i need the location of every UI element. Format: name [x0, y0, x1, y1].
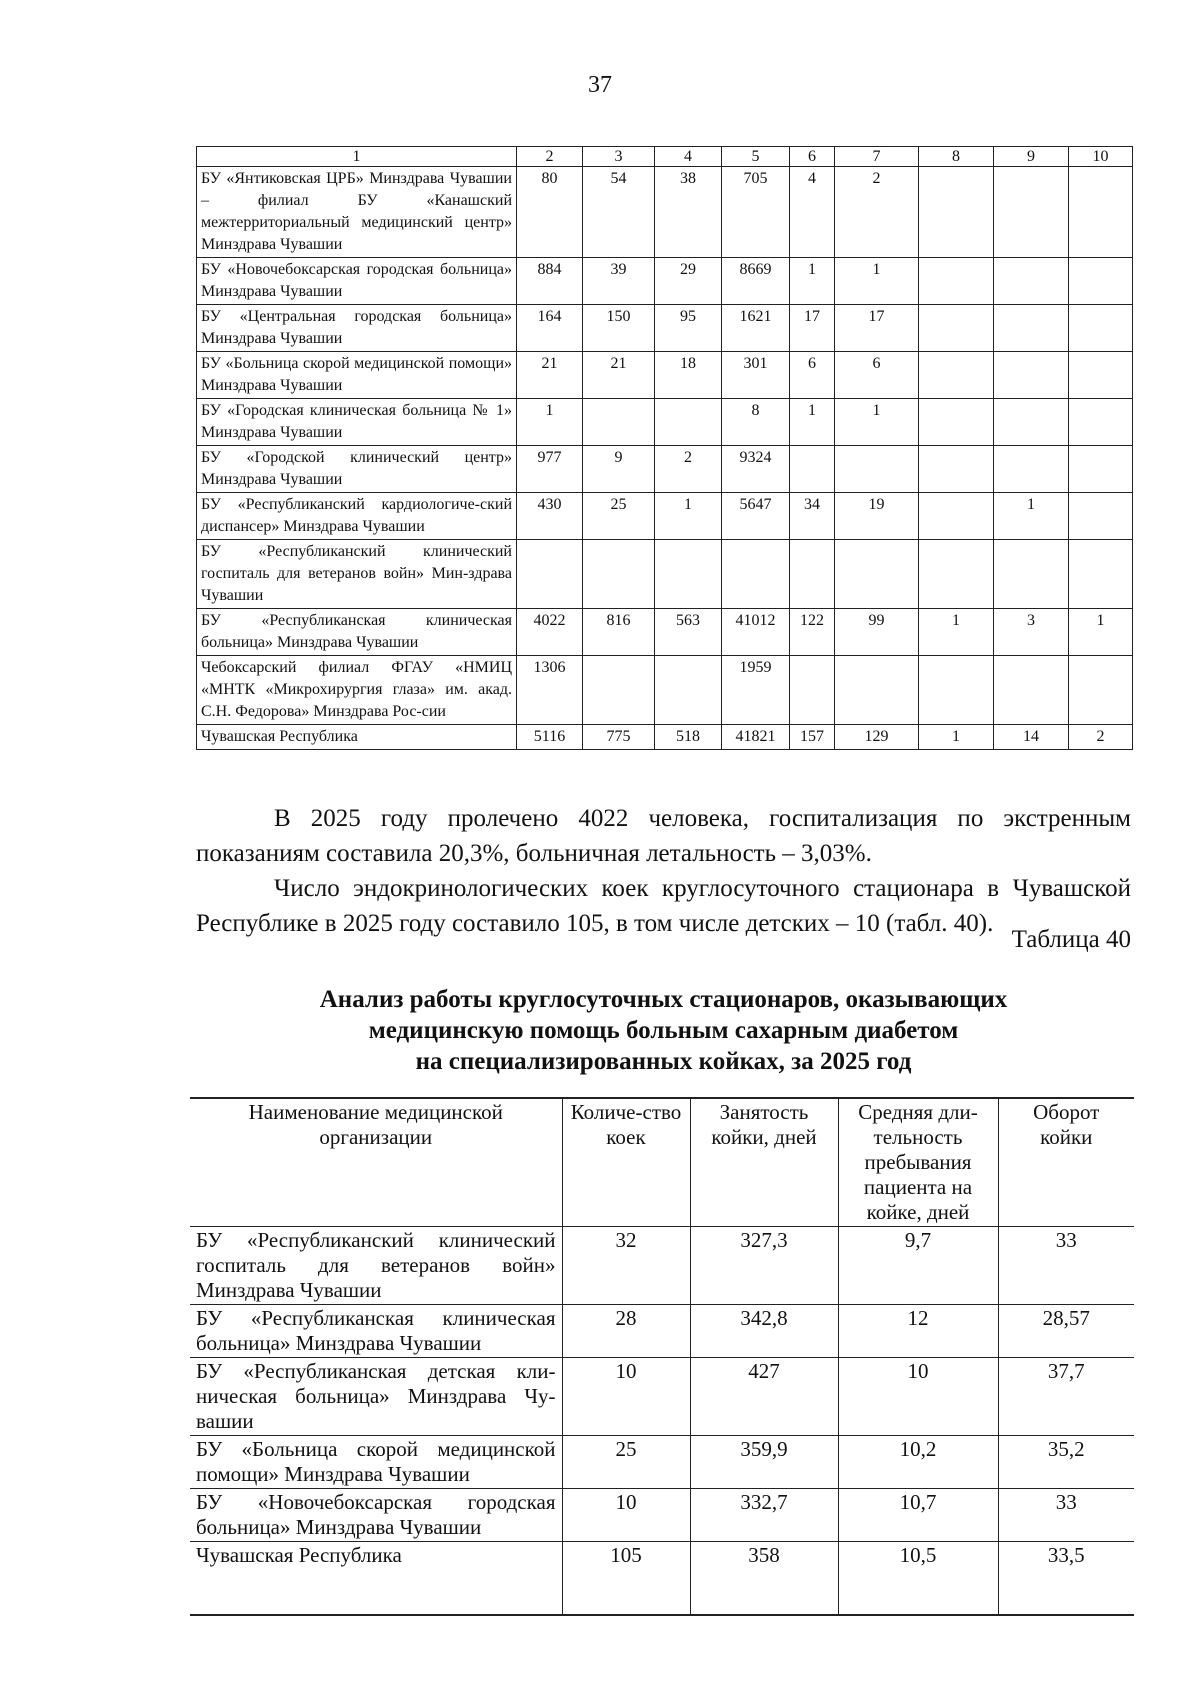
paragraph-text: В 2025 году пролечено 4022 человека, госпитализация по экстренным показаниям составила 20,3%, больничная летальность – 3,03%.	[196, 805, 1131, 867]
cell-value	[994, 258, 1069, 305]
cell-beds: 32	[562, 1227, 690, 1305]
table-row	[197, 167, 1133, 258]
cell-value: 157	[790, 725, 835, 750]
cell-avg-stay: 10,7	[838, 1489, 998, 1542]
cell-value: 1959	[722, 656, 790, 725]
table-header-row	[190, 1098, 1134, 1227]
table-row	[197, 258, 1133, 305]
org-name: БУ «Республиканский клинический госпиталь для ветеранов войн» Мин-здрава Чувашии	[197, 540, 517, 609]
table-row	[190, 1305, 1134, 1358]
cell-value: 4	[790, 167, 835, 258]
table-row	[190, 1436, 1134, 1489]
cell-value: 2	[835, 167, 919, 258]
cell-occupancy: 427	[690, 1358, 838, 1436]
org-name: БУ «Республиканская детская кли-ническая больница» Минздрава Чу-вашии	[190, 1358, 562, 1436]
cell-value: 1	[1069, 609, 1133, 656]
column-number: 1	[197, 147, 517, 167]
cell-value	[919, 493, 994, 540]
cell-value: 39	[583, 258, 655, 305]
cell-value: 122	[790, 609, 835, 656]
cell-value	[1069, 540, 1133, 609]
table-title-line: Анализ работы круглосуточных стационаров, оказывающих	[319, 986, 1008, 1013]
cell-value: 14	[994, 725, 1069, 750]
cell-value: 54	[583, 167, 655, 258]
cell-value: 518	[655, 725, 722, 750]
cell-value	[655, 540, 722, 609]
cell-value: 41821	[722, 725, 790, 750]
cell-value	[790, 540, 835, 609]
cell-beds: 10	[562, 1358, 690, 1436]
cell-turnover: 33	[998, 1489, 1134, 1542]
cell-value: 1	[919, 609, 994, 656]
cell-value: 99	[835, 609, 919, 656]
table-title-line: на специализированных койках, за 2025 год	[415, 1048, 912, 1075]
cell-value: 1	[835, 399, 919, 446]
column-number: 9	[994, 147, 1069, 167]
org-name: Чувашская Республика	[190, 1542, 562, 1616]
cell-value	[994, 399, 1069, 446]
cell-value: 80	[517, 167, 583, 258]
table-row	[197, 656, 1133, 725]
cell-value	[1069, 305, 1133, 352]
cell-value: 6	[790, 352, 835, 399]
table-title-line: медицинскую помощь больным сахарным диабетом	[368, 1017, 959, 1044]
cell-value	[517, 540, 583, 609]
table-row	[190, 1227, 1134, 1305]
cell-value	[583, 540, 655, 609]
cell-value	[1069, 258, 1133, 305]
cell-value	[919, 305, 994, 352]
org-name: БУ «Больница скорой медицинской помощи» Минздрава Чувашии	[190, 1436, 562, 1489]
cell-value: 8	[722, 399, 790, 446]
table-row	[190, 1358, 1134, 1436]
cell-value: 1306	[517, 656, 583, 725]
table-row	[197, 493, 1133, 540]
table-continuation	[196, 146, 1133, 750]
cell-value	[919, 540, 994, 609]
cell-value: 21	[583, 352, 655, 399]
paragraph-beds	[196, 871, 1131, 941]
cell-value	[1069, 167, 1133, 258]
cell-value: 1621	[722, 305, 790, 352]
cell-occupancy: 359,9	[690, 1436, 838, 1489]
cell-value	[919, 399, 994, 446]
org-name: БУ «Городской клинический центр» Минздрава Чувашии	[197, 446, 517, 493]
column-number: 6	[790, 147, 835, 167]
table-label: Таблица 40	[1011, 926, 1131, 953]
cell-occupancy: 358	[690, 1542, 838, 1616]
cell-value: 2	[655, 446, 722, 493]
cell-value	[1069, 399, 1133, 446]
cell-occupancy: 342,8	[690, 1305, 838, 1358]
table-row	[190, 1489, 1134, 1542]
table-row	[197, 725, 1133, 750]
cell-turnover: 37,7	[998, 1358, 1134, 1436]
cell-value: 563	[655, 609, 722, 656]
cell-value: 38	[655, 167, 722, 258]
org-name: БУ «Республиканская клиническая больница» Минздрава Чувашии	[190, 1305, 562, 1358]
header-org: Наименование медицинской организации	[190, 1098, 562, 1227]
cell-value	[583, 656, 655, 725]
table-title	[196, 984, 1131, 1077]
table-row	[197, 305, 1133, 352]
column-number: 7	[835, 147, 919, 167]
column-number: 10	[1069, 147, 1133, 167]
cell-value: 4022	[517, 609, 583, 656]
cell-value	[919, 656, 994, 725]
cell-value: 25	[583, 493, 655, 540]
org-name: БУ «Новочебоксарская городская больница» Минздрава Чувашии	[197, 258, 517, 305]
table-row	[197, 540, 1133, 609]
cell-value: 8669	[722, 258, 790, 305]
cell-value: 1	[790, 258, 835, 305]
org-name: БУ «Республиканский кардиологиче-ский диспансер» Минздрава Чувашии	[197, 493, 517, 540]
cell-value: 775	[583, 725, 655, 750]
paragraph-hospitalization	[196, 801, 1131, 871]
table-row	[197, 352, 1133, 399]
cell-avg-stay: 9,7	[838, 1227, 998, 1305]
cell-value: 977	[517, 446, 583, 493]
org-name: БУ «Городская клиническая больница № 1» Минздрава Чувашии	[197, 399, 517, 446]
org-name: БУ «Центральная городская больница» Минздрава Чувашии	[197, 305, 517, 352]
org-name: Чебоксарский филиал ФГАУ «НМИЦ «МНТК «Микрохирургия глаза» им. акад. С.Н. Федорова» Минздрава Рос-сии	[197, 656, 517, 725]
cell-turnover: 33,5	[998, 1542, 1134, 1616]
paragraph-text: Число эндокринологических коек круглосуточного стационара в Чувашской Республике в 2025 году составило 105, в том числе детских – 10 (табл. 40).	[196, 875, 1131, 937]
cell-value	[835, 446, 919, 493]
cell-beds: 25	[562, 1436, 690, 1489]
cell-value	[1069, 493, 1133, 540]
cell-value: 164	[517, 305, 583, 352]
cell-value: 3	[994, 609, 1069, 656]
cell-value	[919, 352, 994, 399]
cell-value: 430	[517, 493, 583, 540]
cell-value: 21	[517, 352, 583, 399]
cell-value: 816	[583, 609, 655, 656]
cell-value: 2	[1069, 725, 1133, 750]
cell-value: 1	[919, 725, 994, 750]
cell-value: 129	[835, 725, 919, 750]
cell-turnover: 35,2	[998, 1436, 1134, 1489]
cell-turnover: 28,57	[998, 1305, 1134, 1358]
cell-avg-stay: 10	[838, 1358, 998, 1436]
header-avg-stay: Средняя дли-тельность пребывания пациента на койке, дней	[838, 1098, 998, 1227]
cell-value: 1	[994, 493, 1069, 540]
cell-value: 884	[517, 258, 583, 305]
table-row	[197, 609, 1133, 656]
cell-value	[835, 656, 919, 725]
cell-value	[790, 656, 835, 725]
org-name: БУ «Янтиковская ЦРБ» Минздрава Чувашии – филиал БУ «Канашский межтерриториальный медицинский центр» Минздрава Чувашии	[197, 167, 517, 258]
cell-value: 17	[790, 305, 835, 352]
table-header-row	[197, 147, 1133, 167]
cell-avg-stay: 10,2	[838, 1436, 998, 1489]
cell-value	[1069, 656, 1133, 725]
column-number: 4	[655, 147, 722, 167]
cell-occupancy: 327,3	[690, 1227, 838, 1305]
column-number: 2	[517, 147, 583, 167]
cell-value: 1	[517, 399, 583, 446]
cell-value: 1	[655, 493, 722, 540]
cell-beds: 28	[562, 1305, 690, 1358]
cell-value	[994, 305, 1069, 352]
org-name: БУ «Новочебоксарская городская больница» Минздрава Чувашии	[190, 1489, 562, 1542]
org-name: Чувашская Республика	[197, 725, 517, 750]
cell-value	[655, 656, 722, 725]
cell-value	[994, 540, 1069, 609]
table-row	[197, 446, 1133, 493]
cell-value: 705	[722, 167, 790, 258]
cell-value: 95	[655, 305, 722, 352]
cell-beds: 10	[562, 1489, 690, 1542]
org-name: БУ «Республиканская клиническая больница» Минздрава Чувашии	[197, 609, 517, 656]
header-turnover: Оборот койки	[998, 1098, 1134, 1227]
cell-value: 1	[835, 258, 919, 305]
cell-value: 34	[790, 493, 835, 540]
cell-value	[919, 258, 994, 305]
cell-value: 18	[655, 352, 722, 399]
cell-value: 301	[722, 352, 790, 399]
column-number: 3	[583, 147, 655, 167]
cell-value: 150	[583, 305, 655, 352]
cell-value: 6	[835, 352, 919, 399]
cell-value	[994, 167, 1069, 258]
table-40	[190, 1097, 1134, 1616]
cell-value	[655, 399, 722, 446]
column-number: 5	[722, 147, 790, 167]
cell-avg-stay: 12	[838, 1305, 998, 1358]
cell-value: 5116	[517, 725, 583, 750]
cell-value	[583, 399, 655, 446]
cell-value	[919, 446, 994, 493]
table-row	[197, 399, 1133, 446]
cell-value	[994, 446, 1069, 493]
column-number: 8	[919, 147, 994, 167]
header-beds: Количе-ство коек	[562, 1098, 690, 1227]
org-name: БУ «Больница скорой медицинской помощи» Минздрава Чувашии	[197, 352, 517, 399]
cell-value	[835, 540, 919, 609]
cell-value: 29	[655, 258, 722, 305]
header-occupancy: Занятость койки, дней	[690, 1098, 838, 1227]
cell-value	[1069, 352, 1133, 399]
cell-value: 9	[583, 446, 655, 493]
cell-turnover: 33	[998, 1227, 1134, 1305]
cell-avg-stay: 10,5	[838, 1542, 998, 1616]
cell-value	[722, 540, 790, 609]
cell-value: 19	[835, 493, 919, 540]
cell-value: 17	[835, 305, 919, 352]
cell-occupancy: 332,7	[690, 1489, 838, 1542]
table-row	[190, 1542, 1134, 1616]
cell-value	[919, 167, 994, 258]
cell-value: 9324	[722, 446, 790, 493]
org-name: БУ «Республиканский клинический госпиталь для ветеранов войн» Минздрава Чувашии	[190, 1227, 562, 1305]
cell-beds: 105	[562, 1542, 690, 1616]
cell-value: 5647	[722, 493, 790, 540]
cell-value: 41012	[722, 609, 790, 656]
cell-value	[994, 656, 1069, 725]
cell-value: 1	[790, 399, 835, 446]
cell-value	[1069, 446, 1133, 493]
cell-value	[790, 446, 835, 493]
cell-value	[994, 352, 1069, 399]
page-number: 37	[588, 72, 612, 98]
